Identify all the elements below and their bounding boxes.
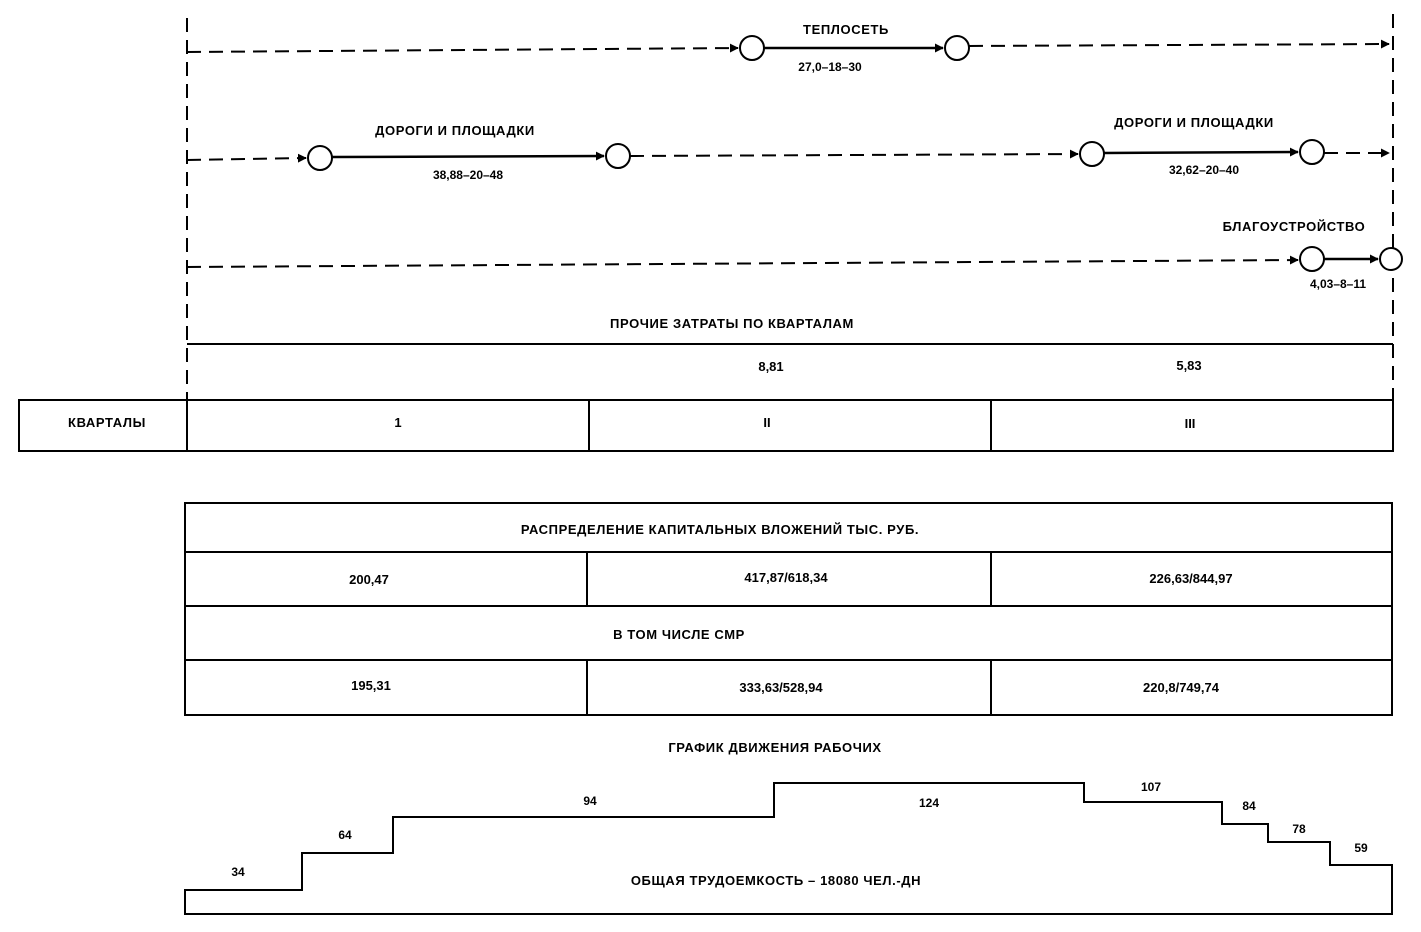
other-costs-q3: 5,83 bbox=[1176, 358, 1202, 373]
roads-link-arrow bbox=[630, 154, 1078, 156]
investments-row2-q2: 333,63/528,94 bbox=[739, 680, 823, 695]
heat-network-activity bbox=[187, 22, 1389, 74]
workers-level-3: 94 bbox=[583, 794, 597, 808]
landscaping-label: БЛАГОУСТРОЙСТВО bbox=[1222, 219, 1366, 234]
workers-total-label: ОБЩАЯ ТРУДОЕМКОСТЬ – 18080 ЧЕЛ.-ДН bbox=[630, 873, 922, 888]
other-costs-title: ПРОЧИЕ ЗАТРАТЫ ПО КВАРТАЛАМ bbox=[610, 316, 854, 331]
heat-network-tail-arrow bbox=[969, 44, 1389, 46]
workers-chart-title: ГРАФИК ДВИЖЕНИЯ РАБОЧИХ bbox=[668, 740, 882, 755]
heat-network-lead-arrow bbox=[187, 48, 738, 52]
investments-row1-q1: 200,47 bbox=[349, 572, 389, 587]
workers-level-1: 34 bbox=[231, 865, 245, 879]
roads-1-label: ДОРОГИ И ПЛОЩАДКИ bbox=[375, 123, 535, 138]
landscaping-end-node bbox=[1380, 248, 1402, 270]
roads-activities bbox=[187, 115, 1389, 182]
workers-level-6: 84 bbox=[1242, 799, 1256, 813]
roads-2-params: 32,62–20–40 bbox=[1168, 163, 1240, 177]
quarter-1-label: 1 bbox=[394, 415, 402, 430]
quarter-2-label: II bbox=[763, 415, 771, 430]
roads-2-start-node bbox=[1080, 142, 1104, 166]
heat-network-label: ТЕПЛОСЕТЬ bbox=[803, 22, 889, 37]
landscaping-lead-arrow bbox=[187, 260, 1298, 267]
roads-2-work-arrow bbox=[1104, 152, 1298, 153]
landscaping-start-node bbox=[1300, 247, 1324, 271]
workers-level-4: 124 bbox=[918, 796, 940, 810]
heat-network-end-node bbox=[945, 36, 969, 60]
heat-network-start-node bbox=[740, 36, 764, 60]
quarters-table bbox=[19, 400, 1393, 451]
workers-level-2: 64 bbox=[338, 828, 352, 842]
landscaping-activity bbox=[187, 219, 1402, 291]
quarters-header: КВАРТАЛЫ bbox=[68, 415, 146, 430]
workers-level-5: 107 bbox=[1140, 780, 1162, 794]
workers-level-7: 78 bbox=[1292, 822, 1306, 836]
roads-1-end-node bbox=[606, 144, 630, 168]
investments-table bbox=[185, 503, 1392, 715]
heat-network-params: 27,0–18–30 bbox=[798, 60, 862, 74]
quarter-3-label: III bbox=[1184, 416, 1196, 431]
investments-row1-q3: 226,63/844,97 bbox=[1149, 571, 1233, 586]
roads-2-label: ДОРОГИ И ПЛОЩАДКИ bbox=[1114, 115, 1274, 130]
roads-2-end-node bbox=[1300, 140, 1324, 164]
landscaping-params: 4,03–8–11 bbox=[1309, 277, 1367, 291]
roads-1-lead-arrow bbox=[187, 158, 306, 160]
other-costs-q2: 8,81 bbox=[758, 359, 784, 374]
workers-level-8: 59 bbox=[1354, 841, 1368, 855]
investments-subtitle: В ТОМ ЧИСЛЕ СМР bbox=[613, 627, 745, 642]
investments-row1-q2: 417,87/618,34 bbox=[744, 570, 828, 585]
investments-title: РАСПРЕДЕЛЕНИЕ КАПИТАЛЬНЫХ ВЛОЖЕНИЙ ТЫС. РУБ. bbox=[520, 522, 920, 537]
roads-1-start-node bbox=[308, 146, 332, 170]
workers-chart bbox=[185, 780, 1392, 914]
roads-1-params: 38,88–20–48 bbox=[432, 168, 504, 182]
investments-row2-q1: 195,31 bbox=[351, 678, 391, 693]
workers-step-profile bbox=[185, 783, 1392, 914]
investments-row2-q3: 220,8/749,74 bbox=[1143, 680, 1219, 695]
roads-1-work-arrow bbox=[332, 156, 604, 157]
